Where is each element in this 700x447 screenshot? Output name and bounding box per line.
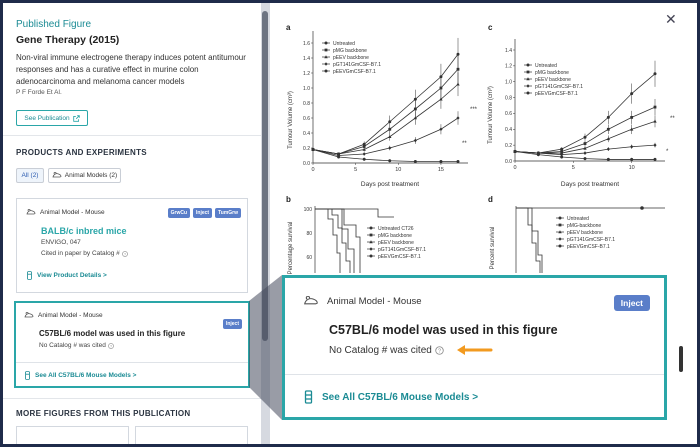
tab-all-label: All (2) [21,172,39,179]
y-tick-label: 1.2 [303,70,310,77]
legend-label: pGT141GmCSF-B7.1 [535,83,584,90]
product-vendor: ENVIGO, 047 [41,239,81,246]
y-tick-label: 1.0 [303,85,310,92]
panel-d-ylabel: Percent survival [490,226,496,270]
legend-label: pEEV backbone [535,76,571,83]
app-frame [3,3,697,444]
see-all-models-label: See All C57BL/6 Mouse Models > [35,372,137,379]
magnifier-shade [249,275,282,420]
panel-a-xlabel: Days post treatment [360,181,420,188]
panel-b-letter: b [286,195,291,204]
panel-a-significance-2: ** [462,141,467,147]
publication-title: Gene Therapy (2015) [16,34,120,46]
y-tick-label: 0.2 [303,145,310,152]
panel-a-significance: *** [470,107,478,113]
no-catalog-label: No Catalog # was cited [39,342,106,349]
y-tick-label: 0.6 [303,115,310,122]
y-tick-label: 0.6 [505,111,512,118]
legend-label: pMG backbone [535,69,569,76]
callout-no-catalog [329,344,493,356]
callout-badge-inject: Inject [614,295,650,311]
callout-divider [285,374,664,375]
panel-b-tick: 100 [303,207,312,213]
legend-label: pEEVGmCSF-B7.1 [378,253,421,260]
published-figure-label: Published Figure [16,19,92,30]
x-tick-label: 10 [395,167,402,173]
x-tick-label: 0 [311,167,315,173]
legend-label: pEEV backbone [378,239,414,246]
callout-title: C57BL/6 model was used in this figure [329,323,558,337]
legend-label: Untreated [333,40,355,47]
callout-type [303,296,422,307]
panel-b-tick: 60 [306,255,312,261]
callout-no-catalog-label: No Catalog # was cited [329,344,432,356]
legend-label: pEEV backbone [333,54,369,61]
x-tick-label: 10 [628,165,635,171]
view-product-details-label: View Product Details > [37,272,107,279]
x-tick-label: 0 [513,165,517,171]
y-tick-label: 0.8 [505,95,512,102]
more-figures-heading: MORE FIGURES FROM THIS PUBLICATION [16,409,191,418]
x-tick-label: 15 [437,167,445,173]
close-icon[interactable]: ✕ [665,11,677,27]
card-type-label: Animal Model - Mouse [38,312,103,319]
y-tick-label: 1.0 [505,79,512,86]
legend-label: Untreated CT26 [378,225,414,232]
help-icon[interactable] [435,346,444,355]
product-name[interactable]: BALB/c inbred mice [41,226,127,236]
panel-c-significance: ** [670,116,675,122]
y-tick-label: 0.0 [303,160,310,167]
legend-label: pEEVGmCSF-B7.1 [567,243,610,250]
legend-label: Untreated [567,215,589,222]
callout-see-all-link[interactable] [303,390,478,404]
model-used-title: C57BL/6 model was used in this figure [39,329,186,338]
y-tick-label: 1.6 [303,40,310,47]
legend-label: pMG backbone [378,232,412,239]
arrow-left-icon [453,344,493,356]
y-tick-label: 0.2 [505,142,512,149]
y-tick-label: 0.8 [303,100,310,107]
panel-a-letter: a [286,23,291,32]
x-tick-label: 5 [571,165,575,171]
panel-c-xlabel: Days post treatment [560,181,620,188]
products-heading: PRODUCTS AND EXPERIMENTS [16,148,147,157]
y-tick-label: 0.0 [505,158,512,165]
mouse-icon [303,296,319,307]
y-tick-label: 0.4 [505,127,512,134]
publication-authors: P F Forde Et Al. [16,89,62,96]
y-tick-label: 1.4 [303,55,310,62]
y-tick-label: 0.4 [303,130,310,137]
right-scrollbar-thumb[interactable] [679,346,683,372]
x-tick-label: 5 [354,167,358,173]
legend-label: pGT141GmCSF-B7.1 [567,236,616,243]
legend-label: pMG-backbone [567,222,602,229]
legend-label: pEEVGmCSF-B7.1 [333,68,376,75]
callout-type-label: Animal Model - Mouse [327,296,422,307]
legend-label: pEEV backbone [567,229,603,236]
panel-c-ylabel: Tumour Volume (cm³) [488,86,494,144]
publication-description: Non-viral immune electrogene therapy induces potent antitumour responses and has a curative effect in murine colon adenocarcinoma and melanoma cancer models [16,53,246,86]
panel-c-significance-2: * [666,149,669,155]
legend-label: Untreated [535,62,557,69]
panel-b-ylabel: Percentage survival [288,221,294,275]
legend-label: pMG backbone [333,47,367,54]
svg-text:?: ? [123,251,126,256]
see-publication-label: See Publication [24,114,70,122]
legend-label: pGT141GmCSF-B7.1 [333,61,382,68]
card-type-label: Animal Model - Mouse [40,209,105,216]
legend-label: pEEVGmCSF-B7.1 [535,90,578,97]
tab-animal-models-label: Animal Models (2) [64,172,118,179]
badge-inject: Inject [193,208,212,218]
y-tick-label: 1.2 [505,63,512,70]
svg-text:?: ? [109,343,112,348]
vial-icon [303,390,314,404]
callout-see-all-label: See All C57BL/6 Mouse Models > [322,391,479,403]
legend-label: pGT141GmCSF-B7.1 [378,246,427,253]
zoomed-card-callout [282,275,667,420]
panel-a-ylabel: Tumour Volume (cm³) [288,91,294,149]
badge-inject: Inject [223,319,242,329]
badge-tumgrw: TumGrw [215,208,241,218]
badge-grwcu: GrwCu [168,208,190,218]
cited-catalog-label: Cited in paper by Catalog # [41,250,120,257]
panel-d-letter: d [488,195,493,204]
panel-b-tick: 80 [306,231,312,237]
y-tick-label: 1.4 [505,47,512,54]
svg-text:?: ? [437,348,441,355]
panel-c-letter: c [488,23,493,32]
